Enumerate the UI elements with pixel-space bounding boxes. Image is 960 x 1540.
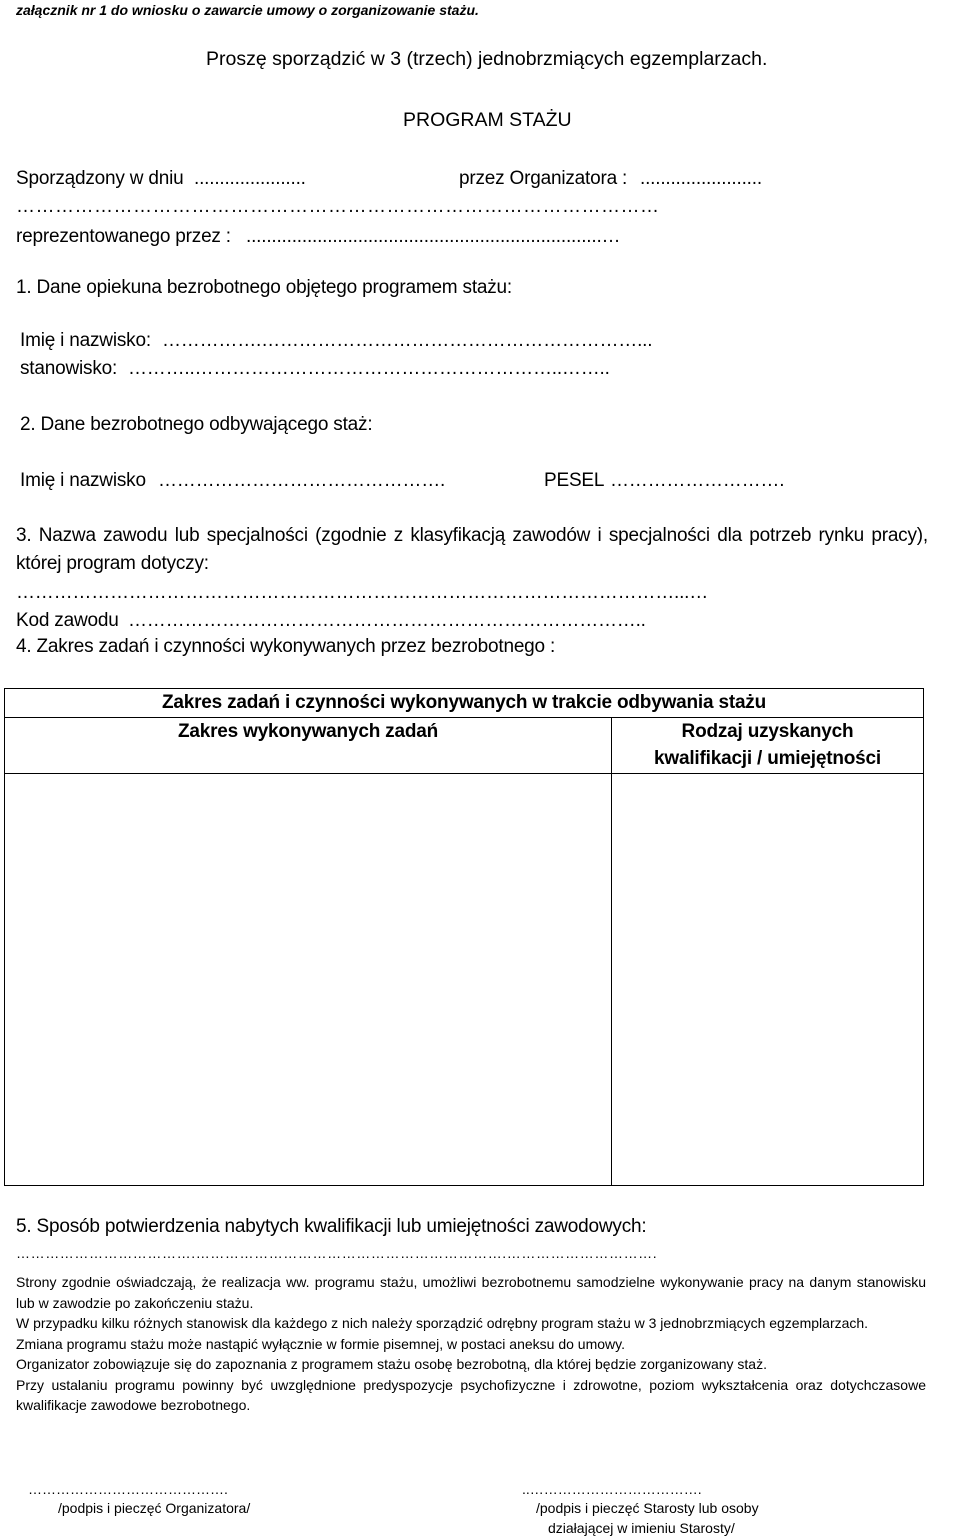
starosta-signature-line[interactable]: ..………………………………. (522, 1481, 702, 1497)
confirmation-field[interactable]: ……………………………….……………………………………………………….…………………………. (16, 1245, 658, 1261)
qualifications-header-line2: kwalifikacji / umiejętności (654, 748, 881, 769)
prepared-date-field[interactable]: ...................... (194, 168, 306, 189)
qualifications-input-cell[interactable] (612, 774, 923, 1185)
organizer-label: przez Organizatora : (459, 168, 628, 189)
profession-code-label: Kod zawodu (16, 610, 119, 631)
represented-field[interactable]: ......................................................................… (246, 226, 621, 247)
starosta-signature-label-line2: działającej w imieniu Starosty/ (548, 1520, 735, 1536)
starosta-signature-label-line1: /podpis i pieczęć Starosty lub osoby (536, 1500, 759, 1516)
pesel-field[interactable]: ………………………. (610, 470, 785, 491)
note-item: Przy ustalaniu programu powinny być uwzględnione predyspozycje psychofizyczne i zdrowotne, poziom wykształcenia oraz dotychczasowe kwalifikacje zawodowe bezrobotnego. (16, 1376, 926, 1413)
unemployed-name-label: Imię i nazwisko (20, 470, 146, 491)
attachment-note: załącznik nr 1 do wniosku o zawarcie umowy o zorganizowanie stażu. (16, 2, 479, 18)
guardian-position-label: stanowisko: (20, 358, 118, 379)
tasks-input-cell[interactable] (5, 774, 611, 1185)
section-3-heading: 3. Nazwa zawodu lub specjalności (zgodnie z klasyfikacją zawodów i specjalności dla potrzeb rynku pracy), której program dotyczy: (16, 525, 928, 574)
tasks-table-title: Zakres zadań i czynności wykonywanych w trakcie odbywania stażu (5, 689, 923, 718)
section-2-heading: 2. Dane bezrobotnego odbywającego staż: (20, 414, 373, 435)
note-item: Organizator zobowiązuje się do zapoznania z programem stażu osobę bezrobotną, dla której będzie zorganizowany staż. (16, 1356, 767, 1372)
section-4-heading: 4. Zakres zadań i czynności wykonywanych przez bezrobotnego : (16, 636, 556, 657)
organizer-signature-line[interactable]: ……………………………………. (28, 1481, 228, 1497)
organizer-field-continuation[interactable]: ……………………………………………………………………………………… (16, 196, 660, 217)
guardian-position-field[interactable]: ………..…………………………………………………..…….. (128, 358, 610, 379)
page-title: PROGRAM STAŻU (403, 109, 572, 131)
section-5-heading: 5. Sposób potwierdzenia nabytych kwalifikacji lub umiejętności zawodowych: (16, 1216, 647, 1237)
profession-field[interactable]: ……………………………………………………………………………………………...… (16, 582, 709, 603)
tasks-column-header: Zakres wykonywanych zadań (177, 721, 439, 742)
profession-code-field[interactable]: ……………………………………………………………………….. (128, 610, 646, 631)
prepared-date-label: Sporządzony w dniu (16, 168, 184, 189)
organizer-signature-label: /podpis i pieczęć Organizatora/ (58, 1500, 251, 1516)
guardian-name-field[interactable]: …………….……………………………………………………... (162, 330, 653, 351)
note-item: Strony zgodnie oświadczają, że realizacja ww. programu stażu, umożliwi bezrobotnemu samodzielne wykonywanie pracy na danym stanowisku lub w zawodzie po zakończeniu stażu. (16, 1274, 926, 1311)
guardian-name-label: Imię i nazwisko: (20, 330, 151, 351)
section-1-heading: 1. Dane opiekuna bezrobotnego objętego programem stażu: (16, 277, 513, 298)
qualifications-header-line1: Rodzaj uzyskanych (681, 721, 854, 742)
copies-instruction: Proszę sporządzić w 3 (trzech) jednobrzmiących egzemplarzach. (206, 48, 768, 70)
tasks-table (4, 688, 924, 1186)
note-item: Zmiana programu stażu może nastąpić wyłącznie w formie pisemnej, w postaci aneksu do umowy. (16, 1335, 625, 1352)
organizer-field[interactable]: ........................ (640, 168, 762, 189)
unemployed-name-field[interactable]: ………………………………………. (158, 470, 446, 491)
pesel-label: PESEL (544, 470, 605, 491)
represented-label: reprezentowanego przez : (16, 226, 231, 247)
note-item: W przypadku kilku różnych stanowisk dla każdego z nich należy sporządzić odrębny program stażu w 3 jednobrzmiących egzemplarzach. (16, 1315, 869, 1331)
qualifications-column-header (612, 718, 923, 773)
notes-block (16, 1272, 926, 1416)
